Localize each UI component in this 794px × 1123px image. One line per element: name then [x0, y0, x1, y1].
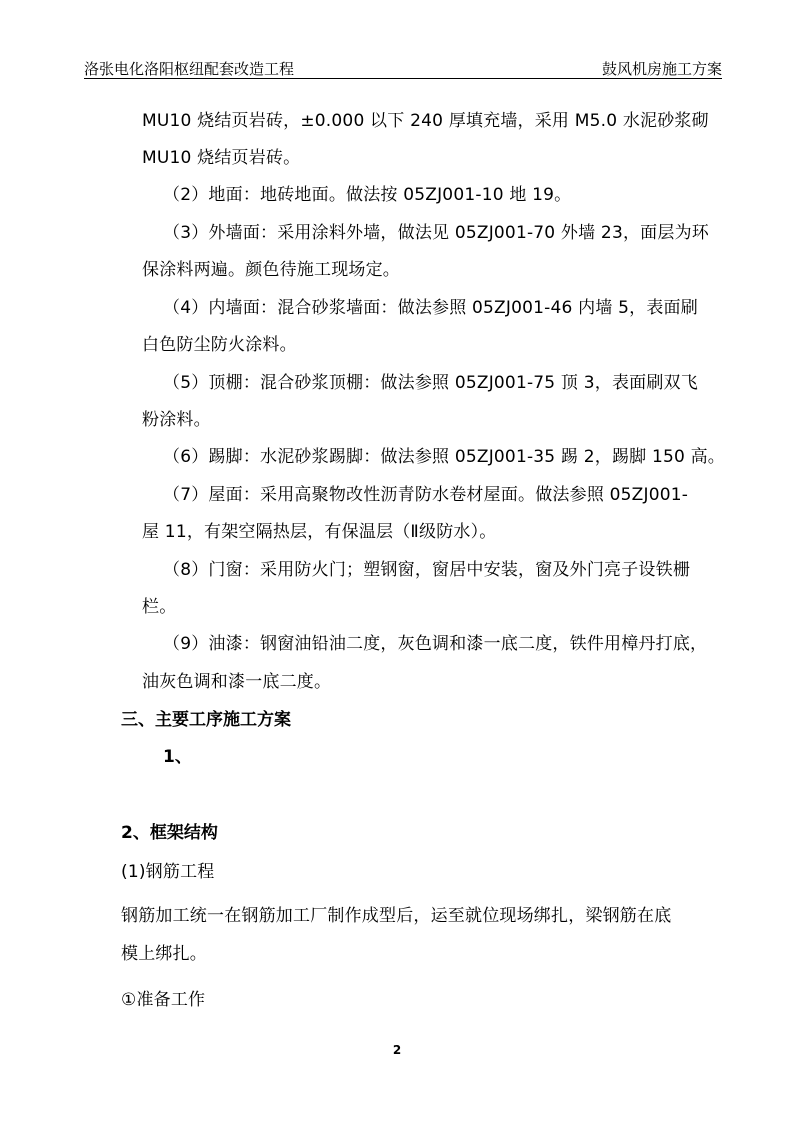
body-line: （5）顶棚：混合砂浆顶棚：做法参照 05ZJ001-75 顶 3，表面刷双飞 [163, 373, 698, 393]
body-line: MU10 烧结页岩砖，±0.000 以下 240 厚填充墙，采用 M5.0 水泥砂浆砌 [142, 111, 709, 131]
body-line: 屋 11，有架空隔热层，有保温层（Ⅱ级防水）。 [142, 522, 497, 542]
body-line: （3）外墙面：采用涂料外墙，做法见 05ZJ001-70 外墙 23，面层为环 [163, 223, 709, 243]
body-line: 模上绑扎。 [121, 944, 207, 964]
sub-item-heading: ①准备工作 [121, 990, 206, 1010]
header-document-title: 鼓风机房施工方案 [601, 60, 722, 78]
body-line: （8）门窗：采用防火门；塑钢窗，窗居中安装，窗及外门亮子设铁栅 [163, 560, 691, 580]
page-number: 2 [392, 1043, 402, 1057]
body-line: （9）油漆：钢窗油铅油二度，灰色调和漆一底二度，铁件用樟丹打底， [163, 634, 708, 654]
page-header [84, 52, 722, 79]
body-line: 油灰色调和漆一底二度。 [142, 672, 332, 692]
body-line: （2）地面：地砖地面。做法按 05ZJ001-10 地 19。 [163, 185, 572, 205]
subsection-heading: 2、框架结构 [121, 823, 218, 843]
list-item-number: 1、 [163, 747, 192, 767]
body-line: （4）内墙面：混合砂浆墙面：做法参照 05ZJ001-46 内墙 5，表面刷 [163, 298, 698, 318]
section-heading: 三、主要工序施工方案 [121, 710, 291, 730]
body-line: 白色防尘防火涂料。 [142, 335, 297, 355]
body-line: 保涂料两遍。颜色待施工现场定。 [142, 260, 400, 280]
header-project-name: 洛张电化洛阳枢纽配套改造工程 [84, 60, 295, 78]
body-line: 栏。 [142, 597, 177, 617]
sub-heading: (1)钢筋工程 [121, 862, 215, 882]
body-line: 粉涂料。 [142, 410, 211, 430]
body-line: （7）屋面：采用高聚物改性沥青防水卷材屋面。做法参照 05ZJ001- [163, 485, 689, 505]
body-line: MU10 烧结页岩砖。 [142, 148, 301, 168]
body-line: 钢筋加工统一在钢筋加工厂制作成型后，运至就位现场绑扎，梁钢筋在底 [121, 906, 672, 926]
body-line: （6）踢脚：水泥砂浆踢脚：做法参照 05ZJ001-35 踢 2，踢脚 150 高。 [163, 447, 726, 467]
